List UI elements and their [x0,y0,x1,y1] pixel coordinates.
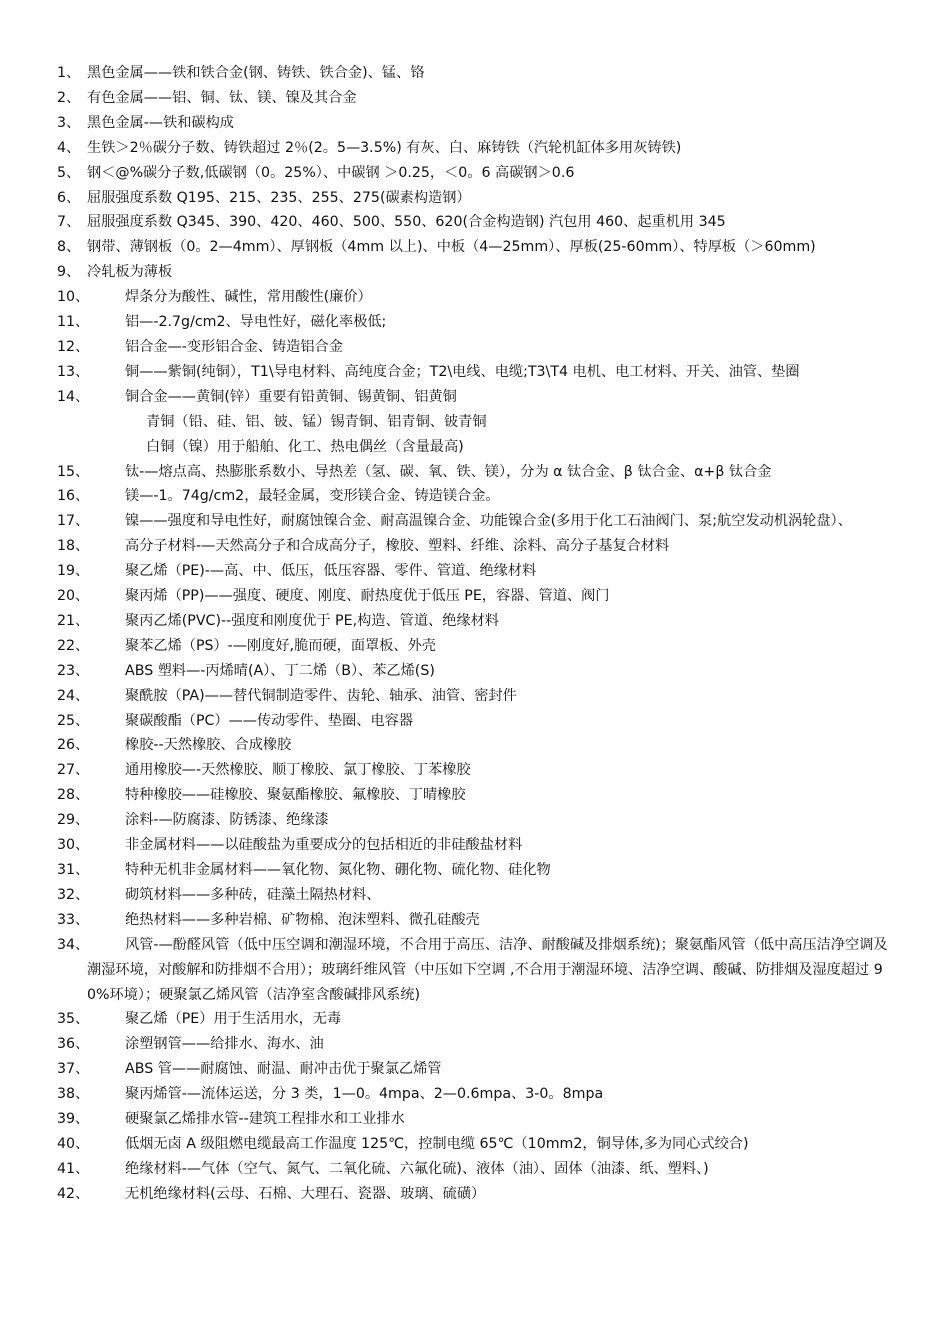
sub-line-white-copper: 白铜（镍）用于船舶、化工、热电偶丝（含量最高) [146,438,464,455]
numbered-list [57,61,897,1207]
item-text: 钢＜@%碳分子数,低碳钢（0。25%）、中碳钢 ＞0.25，＜0。6 高碳钢＞0.6 [87,164,575,181]
item-text: 绝热材料——多种岩棉、矿物棉、泡沫塑料、微孔硅酸壳 [125,911,480,928]
item-text: 黑色金属-—铁和碳构成 [87,114,234,131]
item-text: 聚丙烯（PP)——强度、硬度、刚度、耐热度优于低压 PE，容器、管道、阀门 [125,588,610,605]
list-item [57,385,897,410]
list-item [57,161,897,186]
list-item [57,1007,897,1032]
list-item [57,86,897,111]
item-text: 涂塑钢管——给排水、海水、油 [125,1036,324,1053]
item-text: 屈服强度系数 Q195、215、235、255、275(碳素构造钢） [87,189,471,206]
item-number: 24、 [57,687,90,704]
list-item [57,584,897,609]
list-item [57,1182,897,1207]
item-text: 非金属材料——以硅酸盐为重要成分的包括相近的非硅酸盐材料 [125,837,523,854]
item-number: 20、 [57,588,90,605]
list-item [57,634,897,659]
list-item [57,460,897,485]
item-text: 聚乙烯（PE）用于生活用水，无毒 [125,1011,342,1028]
item-number: 35、 [57,1011,90,1028]
item-text: 有色金属——铝、铜、钛、镁、镍及其合金 [87,89,357,106]
item-number: 2、 [57,89,81,106]
item-text: 涂料-—防腐漆、防锈漆、绝缘漆 [125,812,329,829]
item-text: 聚丙乙烯(PVC)--强度和刚度优于 PE,构造、管道、绝缘材料 [125,612,499,629]
list-item [57,111,897,136]
item-text: ABS 塑料—-丙烯晴(A）、丁二烯（B）、苯乙烯(S) [125,662,435,679]
list-item [57,609,897,634]
list-item [57,235,897,260]
item-text: 聚丙烯管-—流体运送，分 3 类，1—0。4mpa、2—0.6mpa、3-0。8mpa [125,1086,604,1103]
list-item [57,559,897,584]
list-item [57,933,897,1008]
item-number: 5、 [57,164,81,181]
list-item [57,1082,897,1107]
item-text: 聚乙烯（PE)-—高、中、低压，低压容器、零件、管道、绝缘材料 [125,563,537,580]
item-text: 生铁＞2％碳分子数、铸铁超过 2％(2。5—3.5%) 有灰、白、麻铸铁（汽轮机缸体多用灰铸铁) [87,139,682,156]
item-text: 特种无机非金属材料——氧化物、氮化物、硼化物、硫化物、硅化物 [125,862,551,878]
list-item [57,484,897,509]
item-number: 30、 [57,837,90,854]
item-number: 4、 [57,139,81,156]
item-text: 聚苯乙烯（PS）-—刚度好,脆而硬，面罩板、外壳 [125,637,436,654]
item-number: 13、 [57,363,90,380]
list-item [57,61,897,86]
item-number: 39、 [57,1111,90,1128]
item-number: 27、 [57,762,90,779]
item-number: 19、 [57,563,90,580]
item-text: 绝缘材料-—气体（空气、氮气、二氧化硫、六氟化硫)、液体（油）、固体（油漆、纸、塑料、) [125,1160,709,1177]
item-text: 聚碳酸酯（PC）——传动零件、垫圈、电容器 [125,712,414,729]
item-number: 26、 [57,737,90,754]
item-number: 22、 [57,637,90,654]
list-item [57,310,897,335]
item-number: 34、 [57,936,90,953]
item-text: 通用橡胶—-天然橡胶、顺丁橡胶、氯丁橡胶、丁苯橡胶 [125,762,471,779]
item-number: 37、 [57,1061,90,1078]
item-number: 36、 [57,1036,90,1053]
list-item [57,1132,897,1157]
item-number: 29、 [57,812,90,829]
list-item [57,260,897,285]
item-text: 橡胶--天然橡胶、合成橡胶 [125,737,292,754]
item-text: 铜合金——黄铜(锌）重要有铅黄铜、锡黄铜、铝黄铜 [125,388,457,405]
item-number: 14、 [57,388,90,405]
list-item [57,833,897,858]
list-item [57,285,897,310]
list-item [57,360,897,385]
list-item [57,1032,897,1057]
list-item [57,136,897,161]
item-text: 特种橡胶——硅橡胶、聚氨酯橡胶、氟橡胶、丁晴橡胶 [125,787,466,804]
list-item [57,1107,897,1132]
item-number: 21、 [57,612,90,629]
item-number: 28、 [57,787,90,804]
list-item [57,186,897,211]
item-number: 9、 [57,264,81,281]
item-number: 32、 [57,886,90,903]
item-text: 冷轧板为薄板 [87,264,173,281]
item-number: 40、 [57,1135,90,1152]
list-item [57,908,897,933]
list-item [57,210,897,235]
item-number: 33、 [57,911,90,928]
item-text: 低烟无卤 A 级阻燃电缆最高工作温度 125℃，控制电缆 65℃（10mm2，铜导体,多为同心式绞合) [125,1135,749,1152]
list-item [57,709,897,734]
item-text: 黑色金属——铁和铁合金(钢、铸铁、铁合金)、锰、铬 [87,65,425,81]
item-number: 23、 [57,662,90,679]
item-number: 18、 [57,538,90,555]
item-text: 屈服强度系数 Q345、390、420、460、500、550、620(合金构造钢) 汽包用 460、起重机用 345 [87,214,726,231]
item-text: 砌筑材料——多种砖，硅藻土隔热材料、 [125,886,381,903]
item-number: 11、 [57,314,90,331]
item-text: 铜——紫铜(纯铜），T1\导电材料、高纯度合金；T2\电线、电缆;T3\T4 电机、电工材料、开关、油管、垫圈 [125,363,800,380]
item-number: 3、 [57,114,81,131]
item-text: 聚酰胺（PA)——替代铜制造零件、齿轮、轴承、油管、密封件 [125,687,517,704]
list-item [57,1057,897,1082]
list-item [57,659,897,684]
list-item [57,883,897,908]
list-item [57,1157,897,1182]
item-text: ABS 管——耐腐蚀、耐温、耐冲击优于聚氯乙烯管 [125,1061,442,1078]
item-number: 8、 [57,239,81,256]
item-number: 17、 [57,513,90,530]
item-text: 钛-—熔点高、热膨胀系数小、导热差（氢、碳、氧、铁、镁），分为 α 钛合金、β 钛合金、α+β 钛合金 [125,463,772,480]
item-text: 焊条分为酸性、碱性，常用酸性(廉价） [125,289,372,306]
item-text: 镍——强度和导电性好，耐腐蚀镍合金、耐高温镍合金、功能镍合金(多用于化工石油阀门、泵;航空发动机涡轮盘）、 [125,513,852,530]
list-item [57,808,897,833]
item-text: 铝合金—-变形铝合金、铸造铝合金 [125,338,343,355]
item-text: 钢带、薄钢板（0。2—4mm）、厚钢板（4mm 以上)、中板（4—25mm）、厚板(25-60mm）、特厚板（＞60mm) [87,239,816,256]
list-item [57,335,897,360]
item-text: 镁—-1。74g/cm2，最轻金属，变形镁合金、铸造镁合金。 [125,488,500,505]
item-number: 6、 [57,189,81,206]
item-number: 10、 [57,289,90,306]
item-text: 高分子材料-—天然高分子和合成高分子，橡胶、塑料、纤维、涂料、高分子基复合材料 [125,538,670,555]
list-item [57,758,897,783]
item-number: 12、 [57,338,90,355]
item-number: 38、 [57,1086,90,1103]
item-text: 硬聚氯乙烯排水管--建筑工程排水和工业排水 [125,1111,405,1128]
item-number: 1、 [57,65,81,81]
item-number: 7、 [57,214,81,231]
list-item [57,733,897,758]
item-number: 15、 [57,463,90,480]
item-text: 风管-—酚醛风管（低中压空调和潮湿环境，不合用于高压、洁净、耐酸碱及排烟系统)；聚氨酯风管（低中高压洁净空调及潮湿环境，对酸解和防排烟不合用）；玻璃纤维风管（中压如下空调 ,不合用于潮湿环境、洁净空调、酸碱、防排烟及湿度超过 90%环境）；硬聚氯乙烯风管（洁净室含酸碱排风系统) [87,936,888,1003]
item-number: 41、 [57,1160,90,1177]
list-item [57,858,897,883]
sub-line-bronze: 青铜（铅、硅、铝、铍、锰）锡青铜、铝青铜、铍青铜 [146,413,487,430]
item-number: 42、 [57,1185,90,1202]
list-item [57,783,897,808]
item-number: 31、 [57,862,90,878]
list-item [57,684,897,709]
list-item [57,534,897,559]
item-number: 25、 [57,712,90,729]
item-number: 16、 [57,488,90,505]
list-item [57,509,897,534]
item-text: 无机绝缘材料(云母、石棉、大理石、瓷器、玻璃、硫磺） [125,1185,486,1202]
item-text: 铝—-2.7g/cm2、导电性好，磁化率极低; [125,314,387,331]
